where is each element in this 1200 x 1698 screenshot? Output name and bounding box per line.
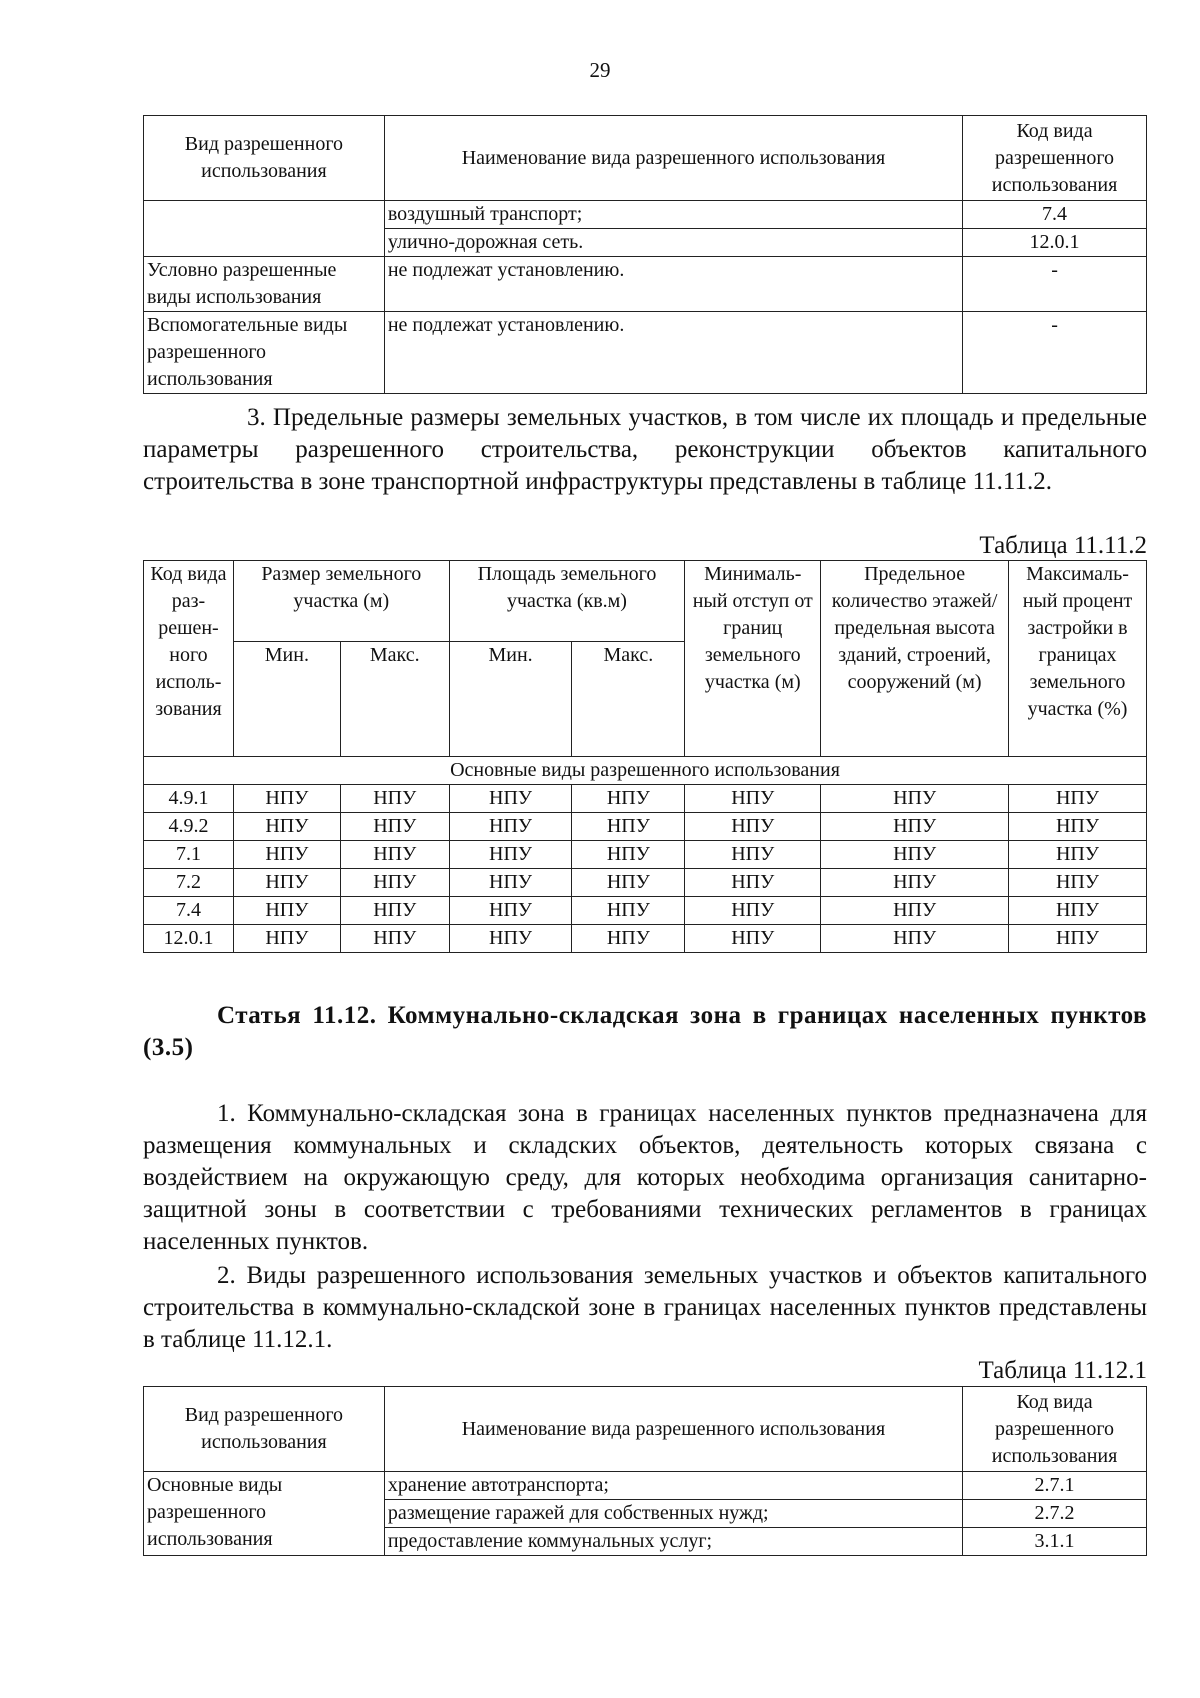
cell-value: НПУ bbox=[340, 813, 449, 841]
header-code: Код вида разрешенного использования bbox=[963, 116, 1147, 201]
section-row: Основные виды разрешенного использования bbox=[144, 757, 1147, 785]
table-cell-code: 2.7.2 bbox=[963, 1500, 1147, 1528]
table-caption: Таблица 11.11.2 bbox=[979, 532, 1147, 559]
header-coverage: Максималь-ный процент застройки в границах земельного участка (%) bbox=[1009, 561, 1147, 757]
table-cell-code: 2.7.1 bbox=[963, 1472, 1147, 1500]
cell-value: НПУ bbox=[685, 841, 821, 869]
table-cell-code: - bbox=[963, 312, 1147, 394]
header-name: Наименование вида разрешенного использования bbox=[384, 1387, 962, 1472]
cell-value: НПУ bbox=[449, 897, 572, 925]
table-cell-code: 7.4 bbox=[963, 201, 1147, 229]
table-cell-name: предоставление коммунальных услуг; bbox=[384, 1528, 962, 1556]
cell-value: НПУ bbox=[449, 813, 572, 841]
cell-value: НПУ bbox=[821, 925, 1009, 953]
cell-value: НПУ bbox=[821, 785, 1009, 813]
table-land-use-communal bbox=[143, 1386, 1147, 1556]
table-cell-name: воздушный транспорт; bbox=[384, 201, 962, 229]
table-cell-kind: Основные виды разрешенного использования bbox=[144, 1472, 385, 1556]
cell-value: НПУ bbox=[449, 925, 572, 953]
cell-code: 7.2 bbox=[144, 869, 234, 897]
cell-value: НПУ bbox=[233, 841, 340, 869]
cell-code: 12.0.1 bbox=[144, 925, 234, 953]
cell-value: НПУ bbox=[1009, 785, 1147, 813]
cell-value: НПУ bbox=[233, 813, 340, 841]
cell-value: НПУ bbox=[1009, 869, 1147, 897]
cell-value: НПУ bbox=[685, 869, 821, 897]
cell-value: НПУ bbox=[572, 785, 685, 813]
header-kind: Вид разрешенного использования bbox=[144, 116, 385, 201]
cell-value: НПУ bbox=[233, 897, 340, 925]
table-row bbox=[144, 785, 1147, 813]
cell-value: НПУ bbox=[340, 925, 449, 953]
cell-code: 7.1 bbox=[144, 841, 234, 869]
header-size: Размер земельного участка (м) bbox=[233, 561, 449, 642]
header-name: Наименование вида разрешенного использования bbox=[384, 116, 962, 201]
cell-value: НПУ bbox=[572, 925, 685, 953]
cell-code: 4.9.1 bbox=[144, 785, 234, 813]
cell-code: 7.4 bbox=[144, 897, 234, 925]
header-code: Код вида разрешенного использования bbox=[963, 1387, 1147, 1472]
cell-value: НПУ bbox=[1009, 841, 1147, 869]
cell-value: НПУ bbox=[685, 813, 821, 841]
table-cell-name: не подлежат установлению. bbox=[384, 257, 962, 312]
cell-value: НПУ bbox=[1009, 925, 1147, 953]
cell-value: НПУ bbox=[572, 841, 685, 869]
table-row bbox=[144, 925, 1147, 953]
cell-value: НПУ bbox=[340, 897, 449, 925]
table-cell-code: - bbox=[963, 257, 1147, 312]
table-row bbox=[144, 897, 1147, 925]
table-row bbox=[144, 869, 1147, 897]
header-setback: Минималь-ный отступ от границ земельного участка (м) bbox=[685, 561, 821, 757]
cell-value: НПУ bbox=[821, 897, 1009, 925]
cell-value: НПУ bbox=[340, 869, 449, 897]
paragraph-types: 2. Виды разрешенного использования земельных участков и объектов капитального строительства в коммунально-складской зоне в границах населенных пунктов представлены в таблице 11.12.1. bbox=[143, 1262, 1147, 1353]
cell-value: НПУ bbox=[340, 841, 449, 869]
table-cell-kind: Вспомогательные виды разрешенного использования bbox=[144, 312, 385, 394]
cell-value: НПУ bbox=[340, 785, 449, 813]
cell-value: НПУ bbox=[233, 869, 340, 897]
cell-value: НПУ bbox=[685, 785, 821, 813]
header-code: Код вида раз-решен-ного исполь-зования bbox=[144, 561, 234, 757]
table-caption: Таблица 11.12.1 bbox=[978, 1357, 1147, 1384]
table-cell-code: 12.0.1 bbox=[963, 229, 1147, 257]
cell-value: НПУ bbox=[1009, 897, 1147, 925]
cell-value: НПУ bbox=[821, 813, 1009, 841]
cell-value: НПУ bbox=[233, 785, 340, 813]
page-number: 29 bbox=[589, 58, 611, 82]
article-heading: Статья 11.12. Коммунально-складская зона в границах населенных пунктов (3.5) bbox=[143, 1002, 1147, 1061]
table-row bbox=[144, 813, 1147, 841]
header-size-min: Мин. bbox=[233, 642, 340, 757]
table-cell-kind: Условно разрешенные виды использования bbox=[144, 257, 385, 312]
table-cell-name: размещение гаражей для собственных нужд; bbox=[384, 1500, 962, 1528]
table-cell-empty bbox=[144, 201, 385, 257]
cell-value: НПУ bbox=[449, 869, 572, 897]
cell-value: НПУ bbox=[685, 897, 821, 925]
table-cell-name: не подлежат установлению. bbox=[384, 312, 962, 394]
paragraph-purpose: 1. Коммунально-складская зона в границах населенных пунктов предназначена для размещения коммунальных и складских объектов, деятельность которых связана с воздействием на окружающую среду, для которых необходима организация санитарно-защитной зоны в соответствии с требованиями технических регламентов в границах населенных пунктов. bbox=[143, 1100, 1147, 1255]
cell-code: 4.9.2 bbox=[144, 813, 234, 841]
table-cell-code: 3.1.1 bbox=[963, 1528, 1147, 1556]
cell-value: НПУ bbox=[572, 869, 685, 897]
header-area-min: Мин. bbox=[449, 642, 572, 757]
cell-value: НПУ bbox=[233, 925, 340, 953]
table-row bbox=[144, 841, 1147, 869]
table-land-use-transport bbox=[143, 115, 1147, 394]
cell-value: НПУ bbox=[572, 813, 685, 841]
header-floors: Предельное количество этажей/ предельная высота зданий, строений, сооружений (м) bbox=[821, 561, 1009, 757]
cell-value: НПУ bbox=[572, 897, 685, 925]
cell-value: НПУ bbox=[1009, 813, 1147, 841]
cell-value: НПУ bbox=[449, 841, 572, 869]
header-size-max: Макс. bbox=[340, 642, 449, 757]
cell-value: НПУ bbox=[449, 785, 572, 813]
paragraph-limits: 3. Предельные размеры земельных участков, в том числе их площадь и предельные параметры разрешенного строительства, реконструкции объектов капитального строительства в зоне транспортной инфраструктуры представлены в таблице 11.11.2. bbox=[143, 404, 1147, 495]
cell-value: НПУ bbox=[821, 869, 1009, 897]
cell-value: НПУ bbox=[821, 841, 1009, 869]
header-area: Площадь земельного участка (кв.м) bbox=[449, 561, 685, 642]
table-limit-parameters bbox=[143, 560, 1147, 953]
header-kind: Вид разрешенного использования bbox=[144, 1387, 385, 1472]
header-area-max: Макс. bbox=[572, 642, 685, 757]
cell-value: НПУ bbox=[685, 925, 821, 953]
table-cell-name: хранение автотранспорта; bbox=[384, 1472, 962, 1500]
table-cell-name: улично-дорожная сеть. bbox=[384, 229, 962, 257]
